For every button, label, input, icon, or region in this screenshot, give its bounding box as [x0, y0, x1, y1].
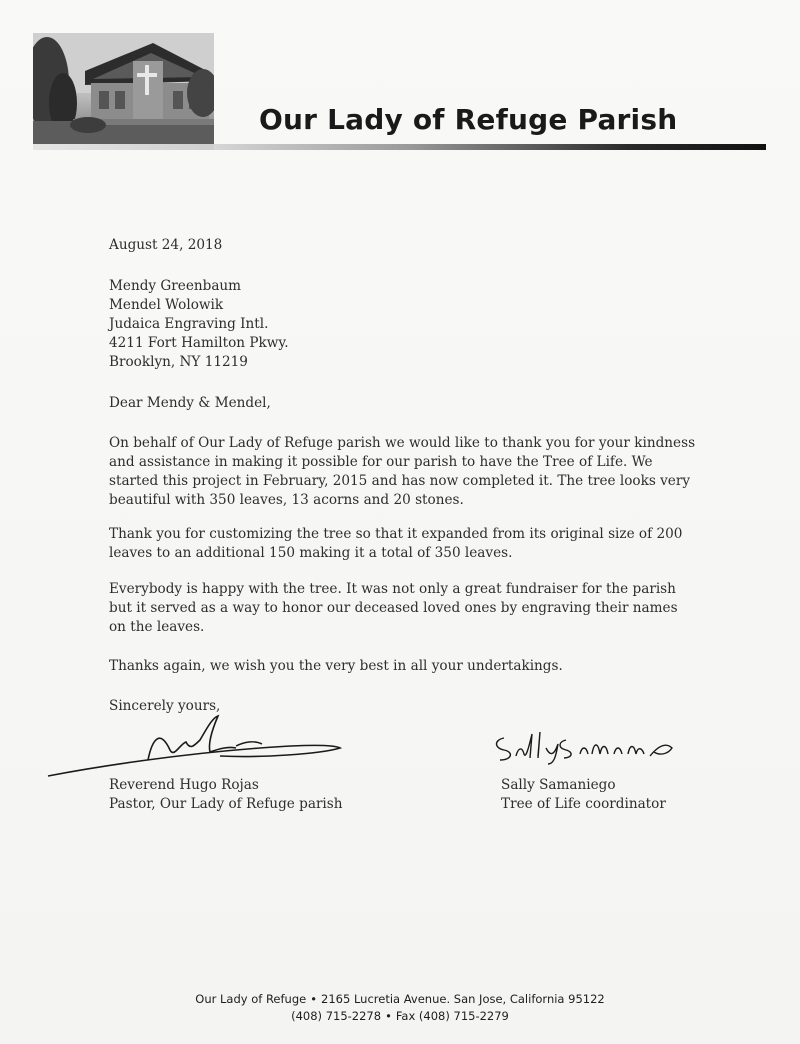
body-line: Thank you for customizing the tree so that it expanded from its original size of 200 — [109, 526, 683, 542]
footer-contact-line — [0, 1009, 800, 1023]
recipient-line: Mendel Wolowik — [109, 297, 224, 313]
body-paragraph-1 — [109, 434, 729, 510]
body-line: and assistance in making it possible for our parish to have the Tree of Life. We — [109, 454, 653, 470]
signatory-left — [109, 776, 343, 814]
footer-address-line — [0, 992, 800, 1006]
body-paragraph-2 — [109, 525, 729, 563]
signature-right — [488, 726, 688, 766]
signatory-right-title: Tree of Life coordinator — [501, 796, 666, 812]
body-paragraph-3 — [109, 580, 729, 637]
body-line: Everybody is happy with the tree. It was not only a great fundraiser for the parish — [109, 581, 676, 597]
recipient-line: 4211 Fort Hamilton Pkwy. — [109, 335, 289, 351]
signatory-right — [501, 776, 666, 814]
recipient-line: Judaica Engraving Intl. — [109, 316, 269, 332]
body-line: started this project in February, 2015 and has now completed it. The tree looks very — [109, 473, 691, 489]
footer-bullet: • — [310, 992, 318, 1006]
body-line: but it served as a way to honor our deceased loved ones by engraving their names — [109, 600, 678, 616]
body-line: Thanks again, we wish you the very best in all your undertakings. — [109, 658, 563, 674]
body-line: beautiful with 350 leaves, 13 acorns and 20 stones. — [109, 492, 464, 508]
signatory-left-name: Reverend Hugo Rojas — [109, 777, 259, 793]
body-line: leaves to an additional 150 making it a total of 350 leaves. — [109, 545, 513, 561]
body-line: on the leaves. — [109, 619, 205, 635]
recipient-address — [109, 277, 289, 372]
body-line: On behalf of Our Lady of Refuge parish we would like to thank you for your kindness — [109, 435, 696, 451]
letterhead-rule-left — [33, 144, 214, 150]
recipient-line: Brooklyn, NY 11219 — [109, 354, 248, 370]
letterhead-title: Our Lady of Refuge Parish — [259, 103, 678, 136]
salutation: Dear Mendy & Mendel, — [109, 395, 271, 411]
signatory-right-name: Sally Samaniego — [501, 777, 616, 793]
recipient-line: Mendy Greenbaum — [109, 278, 242, 294]
letterhead-rule — [214, 144, 766, 150]
church-photo — [33, 33, 214, 146]
footer-org: Our Lady of Refuge — [195, 992, 307, 1006]
closing: Sincerely yours, — [109, 698, 221, 714]
body-paragraph-4 — [109, 657, 729, 676]
signatory-left-title: Pastor, Our Lady of Refuge parish — [109, 796, 343, 812]
footer-fax: Fax (408) 715-2279 — [395, 1009, 509, 1023]
footer-bullet: • — [385, 1009, 392, 1023]
footer-address: 2165 Lucretia Avenue. San Jose, California 95122 — [321, 992, 605, 1006]
church-building-illustration — [33, 33, 214, 146]
footer-phone: (408) 715-2278 — [291, 1009, 382, 1023]
letter-date: August 24, 2018 — [109, 237, 223, 253]
